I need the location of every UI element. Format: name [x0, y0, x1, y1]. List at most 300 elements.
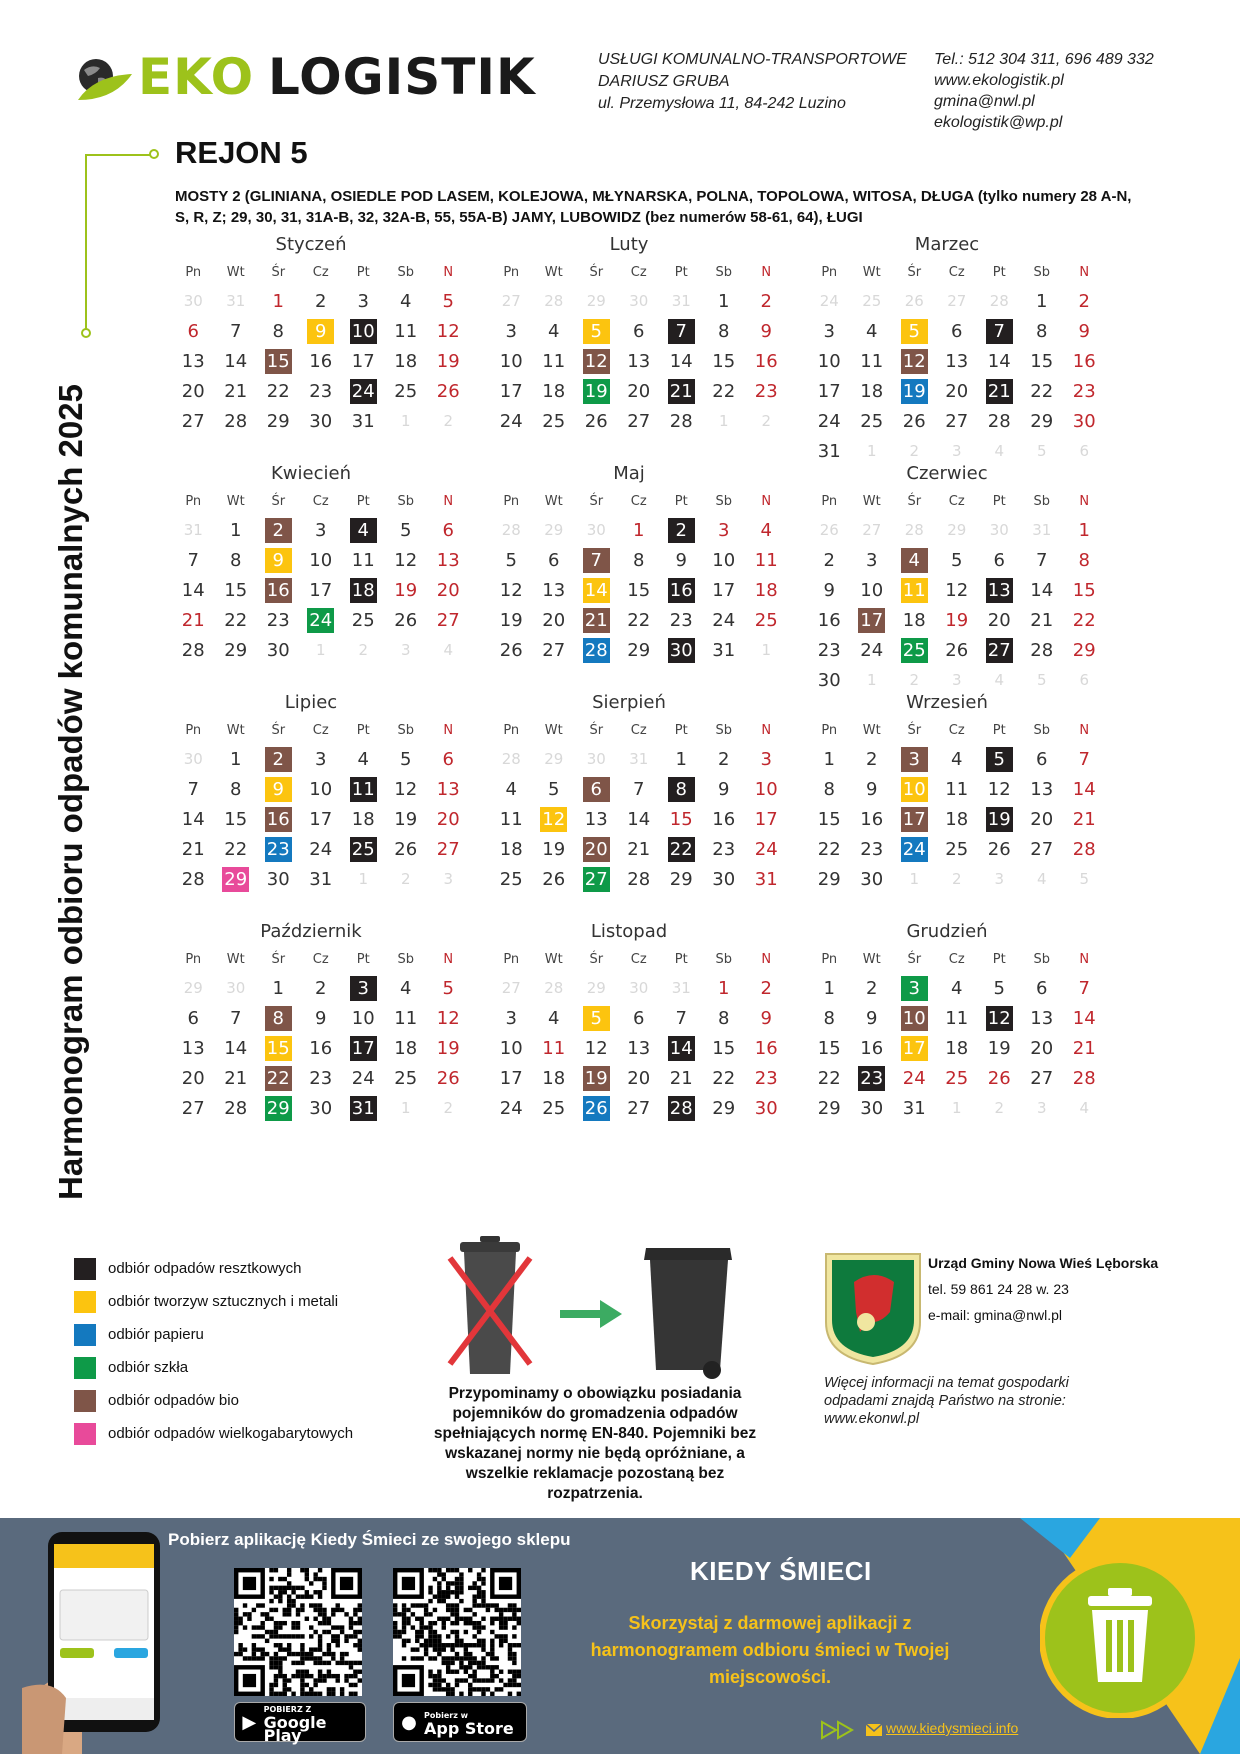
- month-name: Lipiec: [284, 692, 338, 713]
- day-cell: 17: [817, 380, 841, 402]
- weekday-header: N: [443, 265, 454, 280]
- day-cell: 11: [754, 549, 778, 571]
- day-cell: 9: [315, 1007, 327, 1029]
- day-cell: 23: [860, 838, 884, 860]
- day-outside: 28: [501, 749, 521, 768]
- office-phone: tel. 59 861 24 28 w. 23: [928, 1281, 1069, 1297]
- weekday-header: Śr: [907, 723, 922, 738]
- weekday-header: N: [1079, 494, 1090, 509]
- day-cell: 23: [754, 1067, 778, 1089]
- month-grid: [172, 260, 460, 436]
- weekday-header: Pt: [674, 723, 688, 738]
- collection-day: 2: [257, 515, 300, 545]
- day-outside: 28: [544, 978, 564, 997]
- day-cell: 18: [394, 1037, 418, 1059]
- day-cell: 17: [351, 350, 375, 372]
- day-cell: 2: [760, 977, 772, 999]
- day-cell: 10: [499, 350, 523, 372]
- day-cell: 4: [357, 748, 369, 770]
- day-cell: 10: [309, 549, 333, 571]
- collection-day: 28: [660, 1093, 703, 1123]
- trash-can-logo-icon: [1040, 1558, 1200, 1718]
- day-cell: 4: [400, 977, 412, 999]
- collection-day: 10: [893, 1003, 936, 1033]
- collection-day: 10: [342, 316, 385, 346]
- day-cell: 1: [823, 748, 835, 770]
- day-cell: 4: [505, 778, 517, 800]
- day-outside: 2: [443, 1098, 454, 1117]
- collection-day: 28: [575, 635, 618, 665]
- day-outside: 5: [1079, 869, 1090, 888]
- qr-code-app-store[interactable]: [393, 1568, 521, 1696]
- day-cell: 3: [866, 549, 878, 571]
- day-cell: 13: [1030, 1007, 1054, 1029]
- day-cell: 7: [1078, 748, 1090, 770]
- collection-day: 21: [660, 376, 703, 406]
- wheelie-bin-icon: [644, 1248, 732, 1379]
- day-cell: 17: [309, 579, 333, 601]
- day-cell: 11: [945, 1007, 969, 1029]
- day-cell: 18: [542, 380, 566, 402]
- day-cell: 17: [712, 579, 736, 601]
- collection-day: 15: [257, 346, 300, 376]
- day-cell: 8: [823, 1007, 835, 1029]
- day-outside: 29: [947, 520, 967, 539]
- day-cell: 14: [987, 350, 1011, 372]
- collection-day: 3: [893, 973, 936, 1003]
- day-cell: 30: [309, 1097, 333, 1119]
- weekday-header: Pn: [185, 494, 202, 509]
- day-cell: 20: [627, 1067, 651, 1089]
- weekday-header: Śr: [271, 723, 286, 738]
- month-7: [490, 692, 778, 894]
- day-cell: 1: [823, 977, 835, 999]
- region-bracket-decoration: [84, 154, 156, 334]
- bin-comparison-illustration: [440, 1234, 760, 1380]
- collection-day: 7: [978, 316, 1021, 346]
- day-cell: 23: [309, 1067, 333, 1089]
- day-outside: 1: [909, 869, 920, 888]
- day-outside: 3: [951, 441, 962, 460]
- weekday-header: Pt: [674, 265, 688, 280]
- day-cell: 1: [718, 290, 730, 312]
- weekday-header: Cz: [948, 265, 965, 280]
- weekday-header: Sb: [715, 723, 732, 738]
- day-outside: 2: [909, 441, 920, 460]
- company-line: DARIUSZ GRUBA: [598, 73, 730, 90]
- day-cell: 15: [712, 350, 736, 372]
- month-10: [490, 921, 778, 1123]
- weekday-header: Pt: [992, 723, 1006, 738]
- day-cell: 30: [860, 868, 884, 890]
- day-cell: 28: [181, 639, 205, 661]
- weekday-header: Cz: [630, 494, 647, 509]
- day-cell: 8: [823, 778, 835, 800]
- legend-label: odbiór odpadów resztkowych: [108, 1260, 302, 1277]
- day-outside: 2: [994, 1098, 1005, 1117]
- day-cell: 4: [866, 320, 878, 342]
- collection-day: 29: [215, 864, 258, 894]
- day-outside: 1: [951, 1098, 962, 1117]
- day-cell: 11: [499, 808, 523, 830]
- weekday-header: Pn: [185, 952, 202, 967]
- day-cell: 14: [181, 808, 205, 830]
- day-cell: 24: [499, 410, 523, 432]
- day-cell: 26: [987, 1067, 1011, 1089]
- day-cell: 1: [230, 748, 242, 770]
- legend: [74, 1252, 353, 1450]
- day-cell: 5: [442, 290, 454, 312]
- day-cell: 18: [945, 1037, 969, 1059]
- day-outside: 5: [1036, 441, 1047, 460]
- day-cell: 17: [499, 380, 523, 402]
- arrow-right-icon: [560, 1300, 622, 1328]
- day-cell: 6: [442, 519, 454, 541]
- collection-day: 21: [575, 605, 618, 635]
- bracket-dot-icon: [148, 148, 160, 160]
- collection-day: 25: [342, 834, 385, 864]
- weekday-header: Wt: [544, 952, 563, 967]
- day-outside: 31: [671, 978, 691, 997]
- day-outside: 3: [400, 640, 411, 659]
- day-cell: 3: [505, 320, 517, 342]
- day-cell: 20: [987, 609, 1011, 631]
- day-outside: 31: [1032, 520, 1052, 539]
- day-cell: 26: [394, 609, 418, 631]
- day-cell: 27: [181, 1097, 205, 1119]
- collection-day: 26: [575, 1093, 618, 1123]
- day-cell: 21: [181, 609, 205, 631]
- day-cell: 1: [675, 748, 687, 770]
- day-cell: 9: [1078, 320, 1090, 342]
- day-cell: 26: [499, 639, 523, 661]
- day-cell: 10: [499, 1037, 523, 1059]
- day-cell: 22: [712, 1067, 736, 1089]
- weekday-header: N: [761, 494, 772, 509]
- weekday-header: Sb: [715, 952, 732, 967]
- day-cell: 2: [866, 977, 878, 999]
- weekday-header: Sb: [715, 265, 732, 280]
- day-cell: 18: [902, 609, 926, 631]
- day-outside: 28: [544, 291, 564, 310]
- weekday-header: Śr: [271, 494, 286, 509]
- month-4: [490, 463, 778, 665]
- day-cell: 20: [1030, 808, 1054, 830]
- day-cell: 31: [309, 868, 333, 890]
- day-cell: 7: [633, 778, 645, 800]
- mail-icon: [866, 1724, 882, 1736]
- day-outside: 4: [1079, 1098, 1090, 1117]
- day-outside: 28: [989, 291, 1009, 310]
- weekday-header: Pn: [185, 265, 202, 280]
- legend-swatch: [74, 1291, 96, 1313]
- weekday-header: Wt: [544, 265, 563, 280]
- day-cell: 17: [754, 808, 778, 830]
- day-cell: 15: [224, 579, 248, 601]
- day-cell: 21: [627, 838, 651, 860]
- collection-day: 22: [660, 834, 703, 864]
- day-cell: 15: [669, 808, 693, 830]
- bracket-dot-icon: [80, 327, 92, 339]
- day-cell: 11: [394, 1007, 418, 1029]
- day-cell: 21: [1072, 1037, 1096, 1059]
- collection-day: 12: [533, 804, 576, 834]
- weekday-header: Śr: [907, 265, 922, 280]
- day-cell: 30: [309, 410, 333, 432]
- collection-day: 23: [257, 834, 300, 864]
- day-cell: 6: [187, 1007, 199, 1029]
- day-cell: 12: [436, 1007, 460, 1029]
- day-cell: 9: [760, 320, 772, 342]
- weekday-header: Pt: [356, 494, 370, 509]
- weekday-header: N: [1079, 265, 1090, 280]
- collection-day: 4: [342, 515, 385, 545]
- day-cell: 17: [309, 808, 333, 830]
- weekday-header: Wt: [862, 952, 881, 967]
- weekday-header: Wt: [862, 723, 881, 738]
- day-cell: 5: [505, 549, 517, 571]
- day-cell: 27: [181, 410, 205, 432]
- month-name: Kwiecień: [271, 463, 351, 484]
- day-outside: 3: [1036, 1098, 1047, 1117]
- collection-day: 17: [851, 605, 894, 635]
- day-cell: 9: [718, 778, 730, 800]
- weekday-header: Pn: [821, 265, 838, 280]
- day-cell: 21: [224, 380, 248, 402]
- day-cell: 28: [987, 410, 1011, 432]
- weekday-header: Wt: [544, 723, 563, 738]
- day-cell: 10: [754, 778, 778, 800]
- collection-day: 24: [893, 834, 936, 864]
- day-cell: 15: [627, 579, 651, 601]
- day-cell: 18: [945, 808, 969, 830]
- collection-day: 17: [893, 1033, 936, 1063]
- day-cell: 26: [436, 1067, 460, 1089]
- day-cell: 8: [718, 320, 730, 342]
- day-cell: 14: [224, 350, 248, 372]
- weekday-header: Śr: [589, 723, 604, 738]
- office-email[interactable]: e-mail: gmina@nwl.pl: [928, 1307, 1063, 1323]
- day-cell: 15: [1072, 579, 1096, 601]
- weekday-header: Sb: [1033, 723, 1050, 738]
- collection-day: 7: [575, 545, 618, 575]
- day-cell: 14: [669, 350, 693, 372]
- collection-day: 30: [660, 635, 703, 665]
- weekday-header: Wt: [862, 265, 881, 280]
- app-website-link[interactable]: www.kiedysmieci.info: [886, 1720, 1019, 1736]
- day-cell: 4: [760, 519, 772, 541]
- company-line: USŁUGI KOMUNALNO-TRANSPORTOWE: [598, 51, 907, 68]
- collection-day: 11: [893, 575, 936, 605]
- day-outside: 24: [819, 291, 839, 310]
- day-cell: 24: [860, 639, 884, 661]
- collection-day: 21: [978, 376, 1021, 406]
- app-title: KIEDY ŚMIECI: [690, 1556, 872, 1586]
- weekday-header: N: [1079, 723, 1090, 738]
- day-outside: 1: [866, 670, 877, 689]
- day-cell: 6: [1036, 748, 1048, 770]
- day-cell: 2: [866, 748, 878, 770]
- legend-item: [74, 1318, 353, 1351]
- day-cell: 5: [442, 977, 454, 999]
- brand-eko: EKO: [138, 48, 255, 106]
- day-cell: 22: [266, 380, 290, 402]
- globe-leaf-logo-icon: [74, 56, 136, 106]
- day-cell: 1: [272, 290, 284, 312]
- weekday-header: Sb: [397, 723, 414, 738]
- month-grid: [490, 489, 778, 665]
- collection-day: 15: [257, 1033, 300, 1063]
- day-cell: 26: [584, 410, 608, 432]
- weekday-header: Wt: [226, 265, 245, 280]
- weekday-header: N: [443, 952, 454, 967]
- day-cell: 19: [542, 838, 566, 860]
- day-cell: 16: [712, 808, 736, 830]
- legend-label: odbiór odpadów bio: [108, 1392, 239, 1409]
- weekday-header: Śr: [589, 952, 604, 967]
- day-cell: 30: [712, 868, 736, 890]
- weekday-header: Śr: [271, 952, 286, 967]
- day-cell: 6: [1036, 977, 1048, 999]
- month-grid: [808, 489, 1096, 695]
- weekday-header: Pn: [503, 494, 520, 509]
- weekday-header: Śr: [907, 952, 922, 967]
- day-cell: 6: [442, 748, 454, 770]
- day-cell: 29: [817, 868, 841, 890]
- day-cell: 24: [712, 609, 736, 631]
- day-cell: 15: [817, 1037, 841, 1059]
- legend-label: odbiór odpadów wielkogabarytowych: [108, 1425, 354, 1442]
- day-outside: 1: [358, 869, 369, 888]
- day-cell: 12: [499, 579, 523, 601]
- day-cell: 3: [315, 519, 327, 541]
- day-outside: 30: [989, 520, 1009, 539]
- day-cell: 3: [315, 748, 327, 770]
- weekday-header: Pt: [992, 265, 1006, 280]
- collection-day: 4: [893, 545, 936, 575]
- day-cell: 9: [760, 1007, 772, 1029]
- day-outside: 29: [544, 520, 564, 539]
- day-cell: 25: [860, 410, 884, 432]
- day-cell: 22: [627, 609, 651, 631]
- weekday-header: N: [443, 494, 454, 509]
- day-cell: 4: [548, 320, 560, 342]
- collection-day: 9: [257, 774, 300, 804]
- day-cell: 11: [945, 778, 969, 800]
- collection-day: 31: [342, 1093, 385, 1123]
- phone-app-illustration: [22, 1518, 172, 1754]
- collection-day: 5: [978, 744, 1021, 774]
- legend-swatch: [74, 1423, 96, 1445]
- day-cell: 31: [754, 868, 778, 890]
- day-cell: 6: [633, 1007, 645, 1029]
- day-outside: 2: [951, 869, 962, 888]
- day-cell: 19: [945, 609, 969, 631]
- day-cell: 14: [224, 1037, 248, 1059]
- day-outside: 31: [226, 291, 246, 310]
- day-cell: 28: [224, 410, 248, 432]
- contact-website[interactable]: www.ekologistik.pl: [934, 72, 1064, 89]
- day-cell: 22: [224, 609, 248, 631]
- day-cell: 14: [181, 579, 205, 601]
- day-cell: 27: [436, 838, 460, 860]
- day-cell: 29: [627, 639, 651, 661]
- day-outside: 1: [315, 640, 326, 659]
- google-play-small-text: POBIERZ Z: [263, 1704, 312, 1714]
- day-cell: 3: [718, 519, 730, 541]
- month-name: Listopad: [590, 921, 668, 942]
- weekday-header: Pn: [821, 723, 838, 738]
- day-cell: 30: [754, 1097, 778, 1119]
- day-outside: 3: [443, 869, 454, 888]
- day-cell: 20: [627, 380, 651, 402]
- day-cell: 30: [860, 1097, 884, 1119]
- day-cell: 19: [987, 1037, 1011, 1059]
- day-outside: 25: [862, 291, 882, 310]
- day-cell: 8: [230, 778, 242, 800]
- app-store-badge[interactable]: [393, 1702, 527, 1742]
- legend-swatch: [74, 1357, 96, 1379]
- weekday-header: N: [761, 952, 772, 967]
- day-outside: 27: [947, 291, 967, 310]
- day-cell: 4: [951, 977, 963, 999]
- day-cell: 18: [351, 808, 375, 830]
- qr-code-google-play[interactable]: [234, 1568, 362, 1696]
- legend-swatch: [74, 1390, 96, 1412]
- collection-day: 29: [257, 1093, 300, 1123]
- month-name: Luty: [609, 234, 649, 255]
- region-streets: MOSTY 2 (GLINIANA, OSIEDLE POD LASEM, KOLEJOWA, MŁYNARSKA, POLNA, TOPOLOWA, WITOSA, DŁUGA (tylko numery 28 A-N, S, R, Z; 29, 30, 31, 31A-B, 32, 32A-B, 55, 55A-B) JAMY, LUBOWIDZ (bez numerów 58-61, 64), ŁUGI: [175, 188, 1132, 226]
- day-cell: 22: [1072, 609, 1096, 631]
- contact-email[interactable]: ekologistik@wp.pl: [934, 114, 1063, 131]
- day-outside: 29: [586, 291, 606, 310]
- day-cell: 9: [866, 1007, 878, 1029]
- round-bin-icon: [460, 1236, 520, 1374]
- month-name: Grudzień: [906, 921, 988, 942]
- day-cell: 3: [505, 1007, 517, 1029]
- weekday-header: N: [443, 723, 454, 738]
- day-cell: 10: [309, 778, 333, 800]
- day-cell: 9: [675, 549, 687, 571]
- collection-day: 2: [257, 744, 300, 774]
- day-cell: 2: [1078, 290, 1090, 312]
- day-cell: 25: [499, 868, 523, 890]
- collection-day: 5: [893, 316, 936, 346]
- day-cell: 15: [817, 808, 841, 830]
- day-outside: 30: [183, 291, 203, 310]
- day-cell: 28: [627, 868, 651, 890]
- collection-day: 8: [257, 1003, 300, 1033]
- day-cell: 9: [866, 778, 878, 800]
- day-cell: 13: [436, 549, 460, 571]
- collection-day: 19: [978, 804, 1021, 834]
- day-cell: 18: [542, 1067, 566, 1089]
- contact-email[interactable]: gmina@nwl.pl: [934, 93, 1035, 110]
- day-cell: 16: [754, 350, 778, 372]
- day-cell: 23: [669, 609, 693, 631]
- day-cell: 30: [817, 669, 841, 691]
- collection-day: 12: [893, 346, 936, 376]
- day-outside: 1: [866, 441, 877, 460]
- day-cell: 3: [760, 748, 772, 770]
- day-cell: 2: [718, 748, 730, 770]
- day-cell: 19: [436, 350, 460, 372]
- day-cell: 1: [272, 977, 284, 999]
- weekday-header: Sb: [397, 494, 414, 509]
- month-8: [808, 692, 1096, 894]
- google-play-badge[interactable]: [234, 1702, 366, 1745]
- weekday-header: Sb: [397, 952, 414, 967]
